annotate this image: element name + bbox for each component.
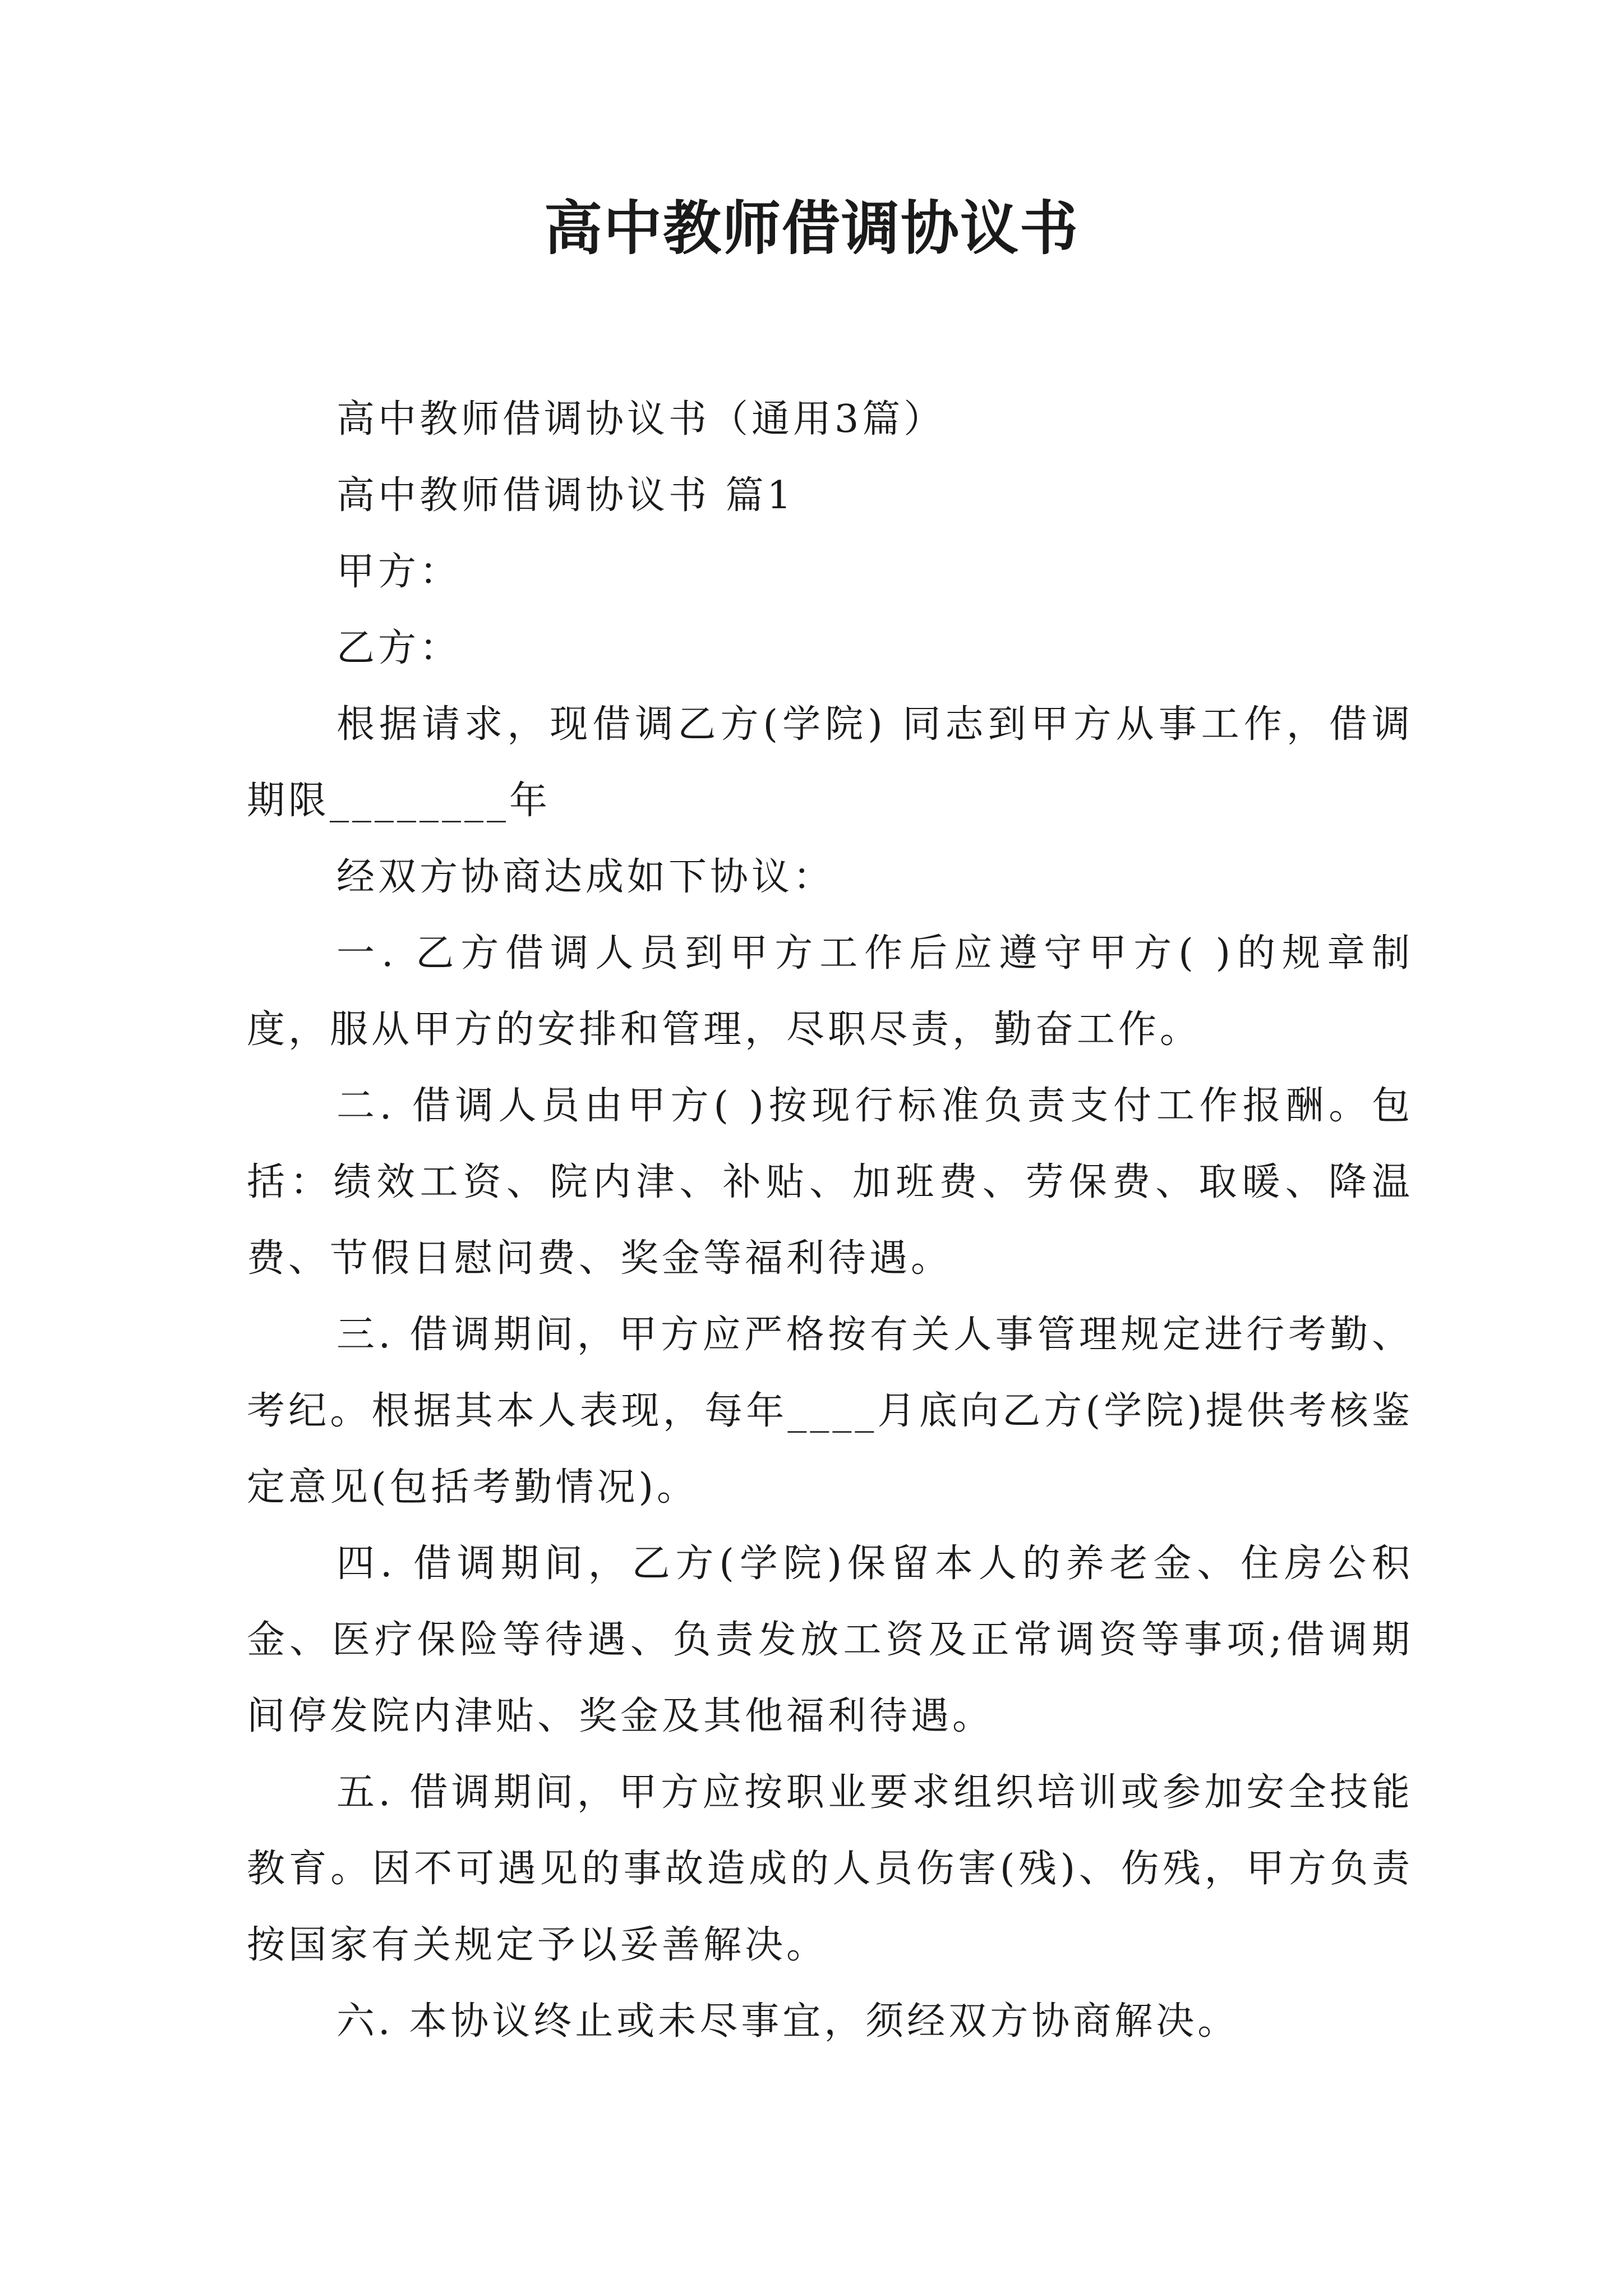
paragraph-intro: 根据请求，现借调乙方(学院) 同志到甲方从事工作，借调期限________年 [247,702,1413,823]
document-body [247,381,1413,2060]
paragraph-heading: 高中教师借调协议书（通用3篇） [336,397,946,441]
paragraph-clause-2: 二. 借调人员由甲方( )按现行标准负责支付工作报酬。包括：绩效工资、院内津、补贴、加班费、劳保费、取暖、降温费、节假日慰问费、奖金等福利待遇。 [247,1084,1413,1281]
paragraph-party-a: 甲方： [336,550,462,594]
paragraph-agreement-lead: 经双方协商达成如下协议： [336,855,835,899]
paragraph-section-title: 高中教师借调协议书 篇1 [336,473,795,518]
paragraph-clause-3: 三. 借调期间，甲方应严格按有关人事管理规定进行考勤、考纪。根据其本人表现，每年____月底向乙方(学院)提供考核鉴定意见(包括考勤情况)。 [247,1313,1413,1510]
paragraph-clause-4: 四. 借调期间，乙方(学院)保留本人的养老金、住房公积金、医疗保险等待遇、负责发放工资及正常调资等事项;借调期间停发院内津贴、奖金及其他福利待遇。 [247,1542,1413,1738]
paragraph-clause-6: 六. 本协议终止或未尽事宜，须经双方协商解决。 [336,1999,1239,2044]
paragraph-clause-5: 五. 借调期间，甲方应按职业要求组织培训或参加安全技能教育。因不可遇见的事故造成的人员伤害(残)、伤残，甲方负责按国家有关规定予以妥善解决。 [247,1770,1413,1967]
paragraph-party-b: 乙方： [336,626,462,670]
document-title: 高中教师借调协议书 [543,194,1079,263]
paragraph-clause-1: 一. 乙方借调人员到甲方工作后应遵守甲方( )的规章制度，服从甲方的安排和管理，尽职尽责，勤奋工作。 [247,931,1413,1052]
